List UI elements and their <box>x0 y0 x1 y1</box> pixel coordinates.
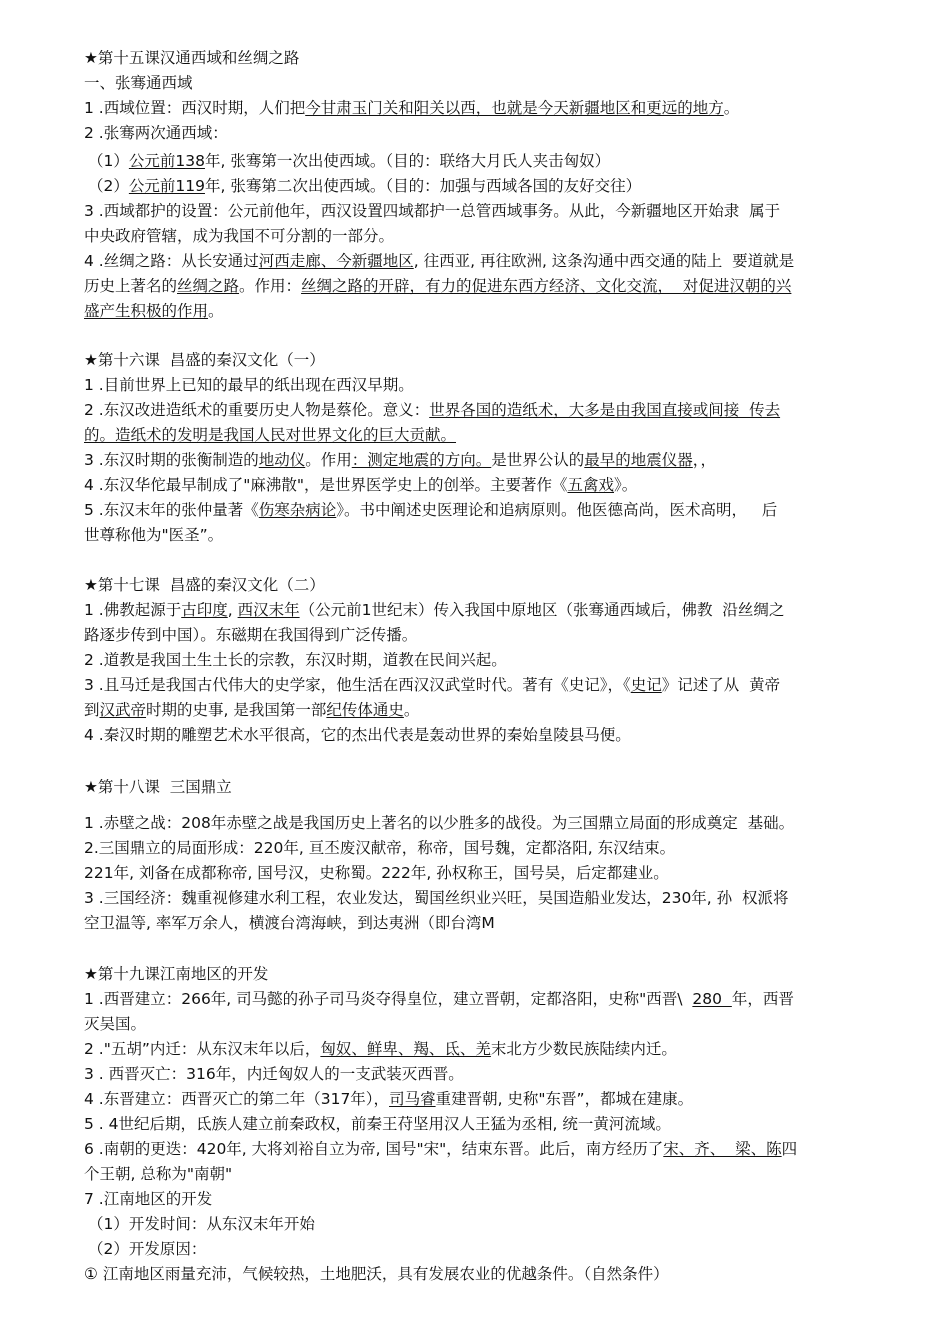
text-line: 空卫温等, 率军万余人，横渡台湾海峡，到达夷洲（即台湾M <box>84 914 495 932</box>
text-line: 个王朝, 总称为"南朝" <box>84 1165 233 1183</box>
lesson-16-title: ★第十六课 昌盛的秦汉文化（一） <box>84 351 325 369</box>
text-line: 5 . 4世纪后期，氐族人建立前秦政权，前秦王苻坚用汉人王猛为丞相, 统一黄河流域。 <box>84 1115 671 1133</box>
text-line: 中央政府管辖，成为我国不可分割的一部分。 <box>84 227 395 245</box>
text-line: 3 .且马迁是我国古代伟大的史学家，他生活在西汉汉武堂时代。著有《史记》，《史记》记述了从 黄帝 <box>84 676 781 694</box>
text-line: 1 .西晋建立：266年, 司马懿的孙子司马炎夺得皇位，建立晋朝，定都洛阳，史称"西晋\ 280 年，西晋 <box>84 990 794 1008</box>
text-line: 5 .东汉末年的张仲量著《伤寒杂病论》。书中阐述史医理论和追病原则。他医德高尚，医术高明， 后 <box>84 501 778 519</box>
text-line: 1 .西域位置：西汉时期，人们把今甘肃玉门关和阳关以西，也就是今天新疆地区和更远的地方。 <box>84 99 740 117</box>
text-line: 3 . 西晋灭亡：316年，内迁匈奴人的一支武装灭西晋。 <box>84 1065 464 1083</box>
lesson-19-title: ★第十九课江南地区的开发 <box>84 965 269 983</box>
section-heading: 一、张骞通西域 <box>84 74 193 92</box>
text-line: 世尊称他为"医圣”。 <box>84 526 224 544</box>
text-line: 7 .江南地区的开发 <box>84 1190 213 1208</box>
lesson-18-title: ★第十八课 三国鼎立 <box>84 778 232 796</box>
text-line: （2）公元前119年, 张骞第二次出使西域。（目的：加强与西域各国的友好交往） <box>88 177 642 195</box>
text-line: （1）公元前138年, 张骞第一次出使西域。（目的：联络大月氏人夹击匈奴） <box>88 152 611 170</box>
text-line: （1）开发时间：从东汉末年开始 <box>88 1215 315 1233</box>
text-line: 3 .三国经济：魏重视修建水利工程，农业发达，蜀国丝织业兴旺，吴国造船业发达，230年, 孙 权派将 <box>84 889 789 907</box>
text-line: 历史上著名的丝绸之路。作用：丝绸之路的开辟，有力的促进东西方经济、文化交流， 对促进汉朝的兴 <box>84 277 792 295</box>
text-line: 2 .张骞两次通西域： <box>84 124 228 142</box>
text-line: 灭吴国。 <box>84 1015 147 1033</box>
text-line: 4 .东晋建立：西晋灭亡的第二年（317年），司马睿重建晋朝, 史称"东晋”，都城在建康。 <box>84 1090 694 1108</box>
text-line: 到汉武帝时期的史事, 是我国第一部纪传体通史。 <box>84 701 420 719</box>
text-line: 4 .丝绸之路：从长安通过河西走廊、今新疆地区, 往西亚, 再往欧洲, 这条沟通中西交通的陆上 要道就是 <box>84 252 795 270</box>
text-line: 1 .赤壁之战：208年赤壁之战是我国历史上著名的以少胜多的战役。为三国鼎立局面的形成奠定 基础。 <box>84 814 795 832</box>
text-line: （2）开发原因： <box>88 1240 207 1258</box>
text-line: 2 ."五胡”内迁：从东汉末年以后，匈奴、鲜卑、羯、氐、羌末北方少数民族陆续内迁。 <box>84 1040 677 1058</box>
text-line: 的。造纸术的发明是我国人民对世界文化的巨大贡献。 <box>84 426 457 444</box>
text-line: 路逐步传到中国）。东磁期在我国得到广泛传播。 <box>84 626 418 644</box>
text-line: 1 .目前世界上已知的最早的纸出现在西汉早期。 <box>84 376 414 394</box>
text-line: ① 江南地区雨量充沛，气候较热，土地肥沃，具有发展农业的优越条件。（自然条件） <box>84 1265 669 1283</box>
lesson-17-title: ★第十七课 昌盛的秦汉文化（二） <box>84 576 325 594</box>
text-line: 1 .佛教起源于古印度, 西汉末年（公元前1世纪末）传入我国中原地区（张骞通西域后，佛教 沿丝绸之 <box>84 601 785 619</box>
text-line: 4 .东汉华佗最早制成了"麻沸散"，是世界医学史上的创举。主要著作《五禽戏》。 <box>84 476 638 494</box>
lesson-15-title: ★第十五课汉通西域和丝绸之路 <box>84 49 300 67</box>
text-line: 221年, 刘备在成都称帝, 国号汉，史称蜀。222年, 孙权称王，国号吴，后定都建业。 <box>84 864 669 882</box>
text-line: 2.三国鼎立的局面形成：220年, 亘丕废汉献帝，称帝，国号魏，定都洛阳, 东汉结束。 <box>84 839 676 857</box>
text-line: 4 .秦汉时期的雕塑艺术水平很高，它的杰出代表是轰动世界的秦始皇陵县马便。 <box>84 726 631 744</box>
text-line: 2 .道教是我国土生土长的宗教，东汉时期，道教在民间兴起。 <box>84 651 507 669</box>
text-line: 6 .南朝的更迭：420年, 大将刘裕自立为帝, 国号"宋"，结束东晋。此后，南方经历了宋、齐、 梁、陈四 <box>84 1140 798 1158</box>
text-line: 2 .东汉改进造纸术的重要历史人物是蔡伦。意义：世界各国的造纸术，大多是由我国直接或间接 传去 <box>84 401 781 419</box>
text-line: 盛产生积极的作用。 <box>84 302 224 320</box>
text-line: 3 .东汉时期的张衡制造的地动仪。作用：测定地震的方向。是世界公认的最早的地震仪器，， <box>84 451 717 469</box>
text-line: 3 .西域都护的设置：公元前他年，西汉设置四域都护一总管西域事务。从此，今新疆地区开始隶 属于 <box>84 202 781 220</box>
